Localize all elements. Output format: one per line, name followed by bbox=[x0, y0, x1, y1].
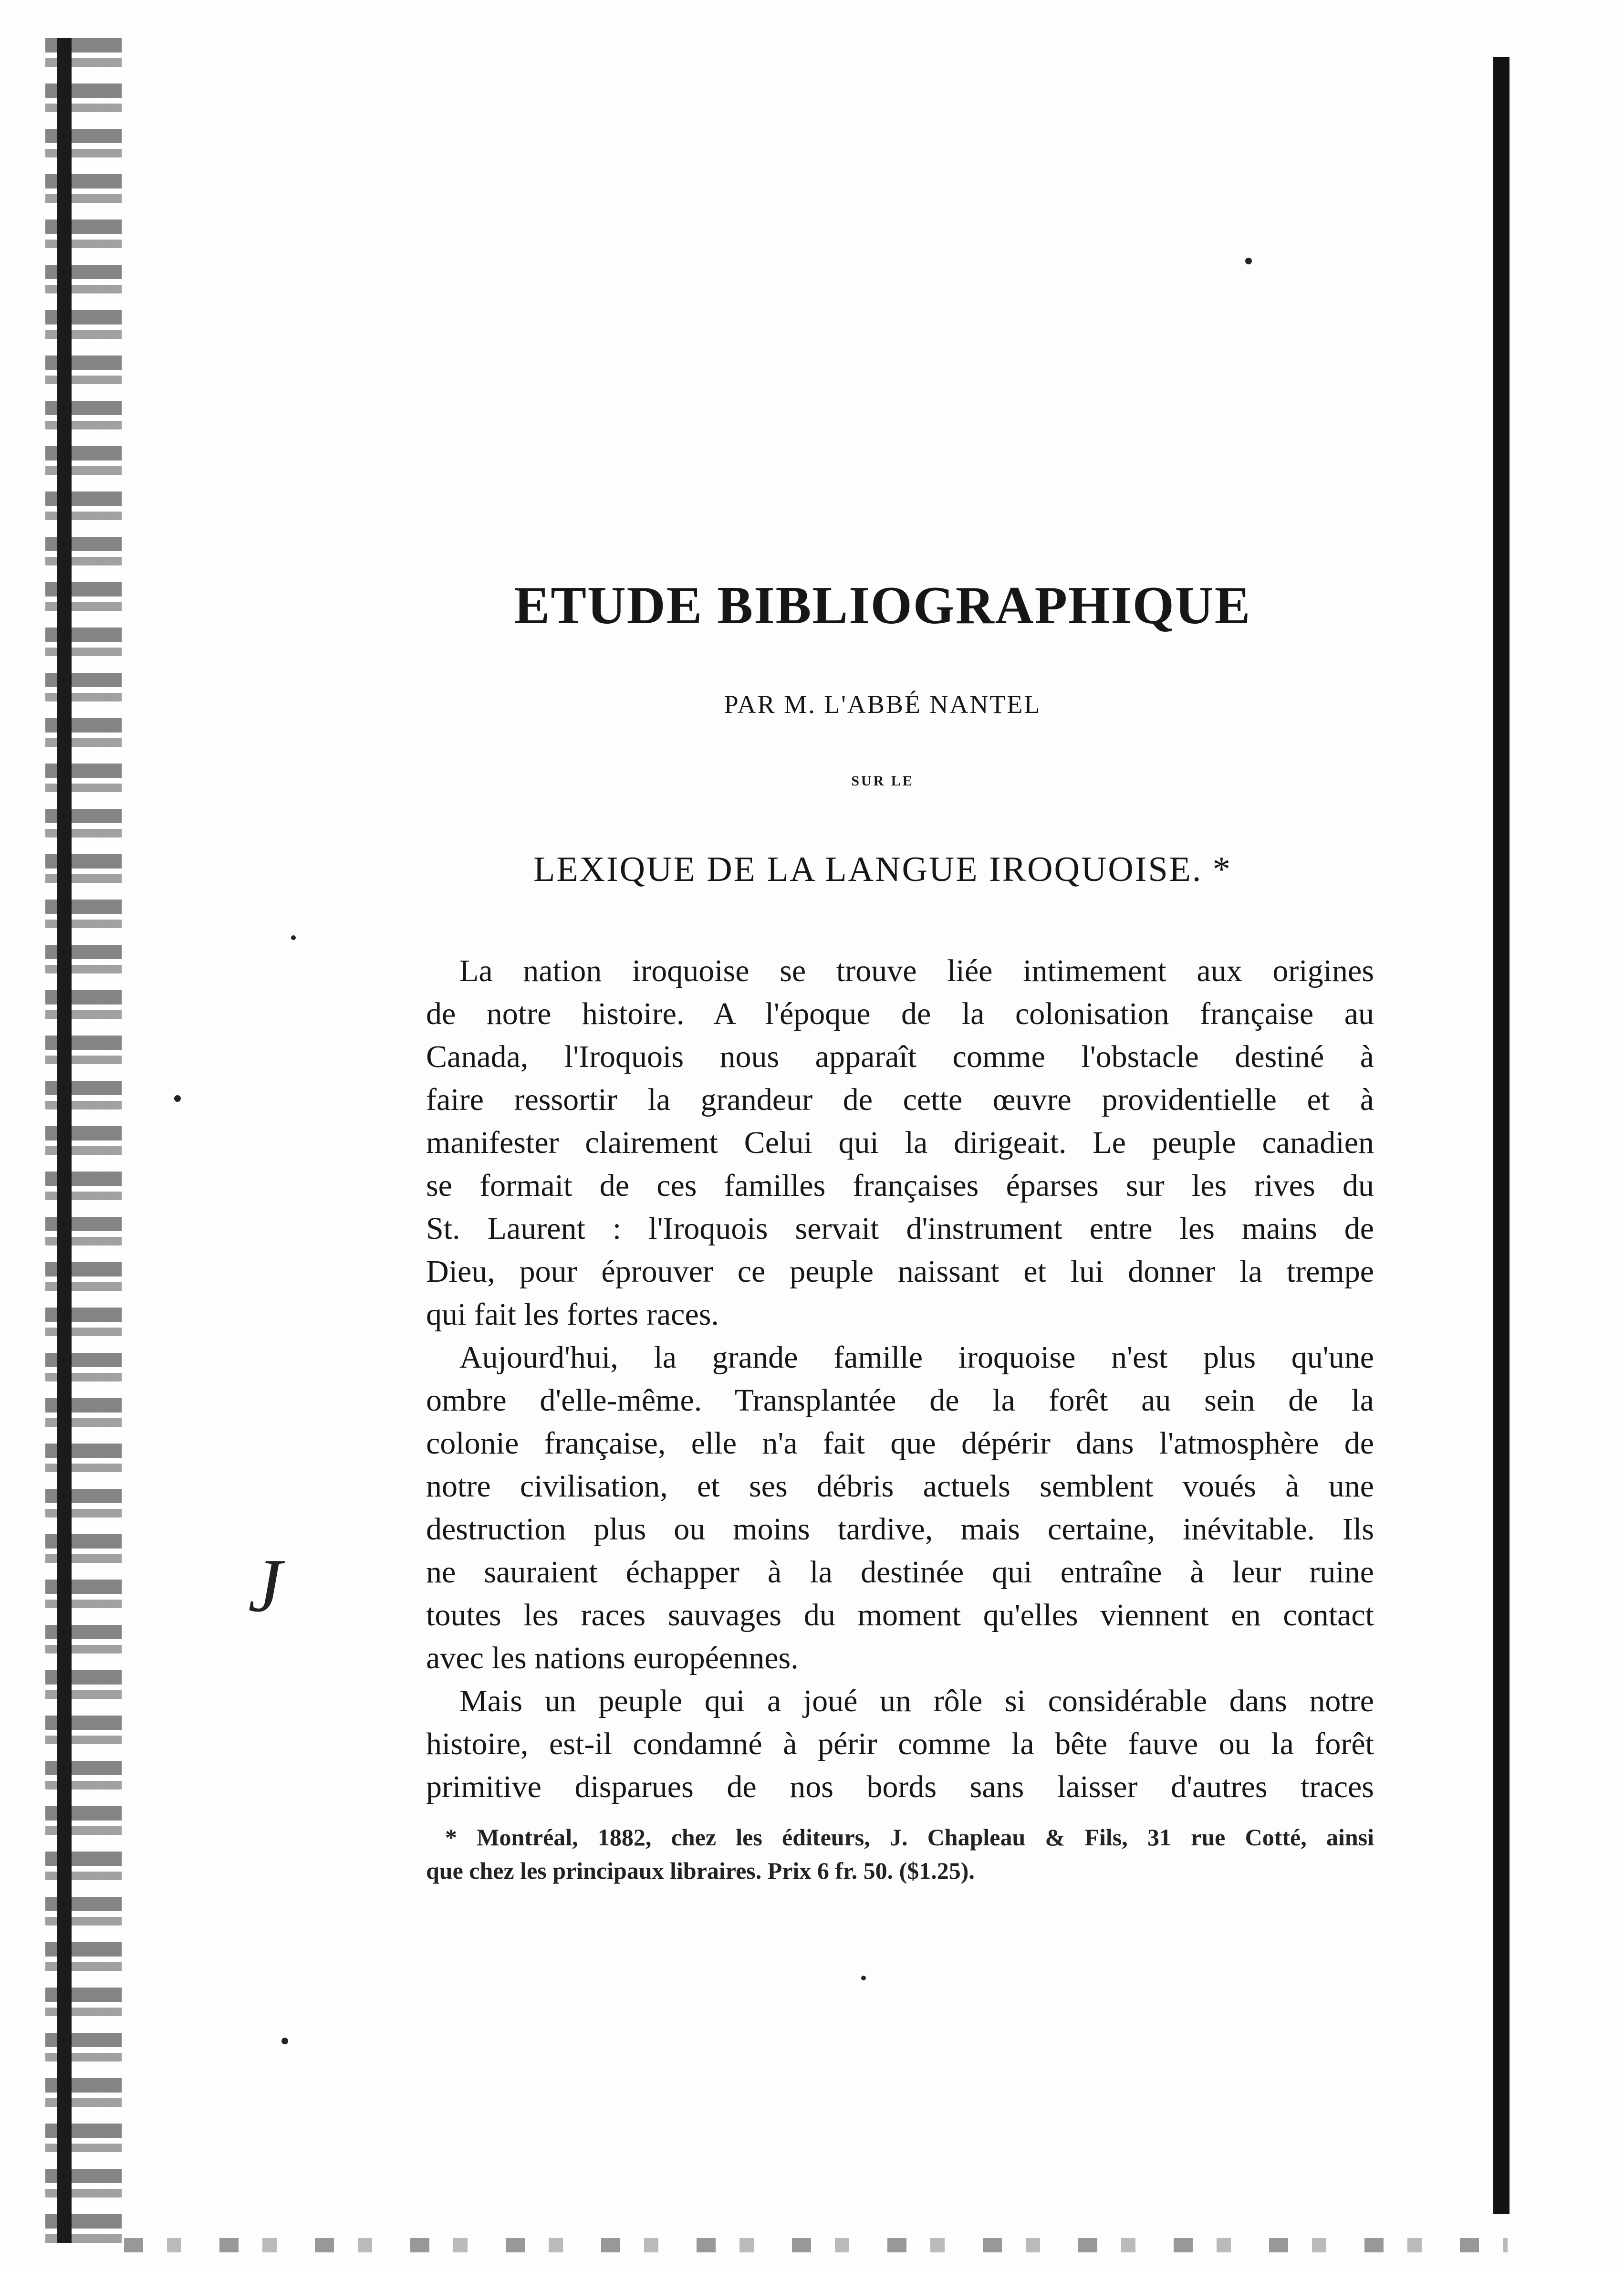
body-line: se formait de ces familles françaises éparses sur les rives du bbox=[426, 1168, 1374, 1203]
body-line: Dieu, pour éprouver ce peuple naissant et lui donner la trempe bbox=[426, 1254, 1374, 1289]
bottom-scan-edge bbox=[124, 2238, 1508, 2252]
footnote-line: que chez les principaux libraires. Prix 6 fr. 50. ($1.25). bbox=[426, 1857, 975, 1884]
footnote bbox=[426, 1821, 1374, 1887]
body-text bbox=[426, 950, 1374, 1809]
right-scan-edge bbox=[1493, 57, 1509, 2214]
body-line: histoire, est-il condamné à périr comme la bête fauve ou la forêt bbox=[426, 1727, 1374, 1761]
body-line: notre civilisation, et ses débris actuels semblent voués à une bbox=[426, 1469, 1374, 1504]
footnote-line: * Montréal, 1882, chez les éditeurs, J. Chapleau & Fils, 31 rue Cotté, ainsi bbox=[445, 1824, 1374, 1851]
body-line: La nation iroquoise se trouve liée intimement aux origines bbox=[459, 953, 1374, 988]
handwritten-margin-mark: J bbox=[248, 1543, 282, 1628]
page-subtitle: LEXIQUE DE LA LANGUE IROQUOISE. * bbox=[533, 850, 1232, 889]
body-line: St. Laurent : l'Iroquois servait d'instrument entre les mains de bbox=[426, 1211, 1374, 1246]
author-line: PAR M. L'ABBÉ NANTEL bbox=[724, 690, 1041, 719]
body-line: toutes les races sauvages du moment qu'elles viennent en contact bbox=[426, 1598, 1374, 1633]
body-line: colonie française, elle n'a fait que dépérir dans l'atmosphère de bbox=[426, 1426, 1374, 1461]
body-line: faire ressortir la grandeur de cette œuvre providentielle et à bbox=[426, 1082, 1374, 1117]
scan-speck bbox=[291, 935, 296, 940]
body-line: de notre histoire. A l'époque de la colonisation française au bbox=[426, 996, 1374, 1031]
body-line: Aujourd'hui, la grande famille iroquoise n'est plus qu'une bbox=[459, 1340, 1374, 1375]
body-line: destruction plus ou moins tardive, mais certaine, inévitable. Ils bbox=[426, 1512, 1374, 1547]
left-scan-edge bbox=[45, 38, 122, 2243]
scan-speck bbox=[281, 2038, 288, 2044]
body-line: primitive disparues de nos bords sans laisser d'autres traces bbox=[426, 1769, 1374, 1804]
body-line: manifester clairement Celui qui la dirigeait. Le peuple canadien bbox=[426, 1125, 1374, 1160]
body-line: Canada, l'Iroquois nous apparaît comme l'obstacle destiné à bbox=[426, 1039, 1374, 1074]
body-line: Mais un peuple qui a joué un rôle si considérable dans notre bbox=[459, 1684, 1374, 1718]
scan-speck bbox=[861, 1976, 866, 1980]
body-line: avec les nations européennes. bbox=[426, 1641, 799, 1675]
scan-speck bbox=[1245, 258, 1252, 264]
connector-text: SUR LE bbox=[851, 773, 914, 789]
body-line: qui fait les fortes races. bbox=[426, 1297, 719, 1332]
scan-speck bbox=[174, 1095, 181, 1102]
body-line: ombre d'elle-même. Transplantée de la forêt au sein de la bbox=[426, 1383, 1374, 1418]
body-line: ne sauraient échapper à la destinée qui entraîne à leur ruine bbox=[426, 1555, 1374, 1590]
left-binding-shadow bbox=[57, 38, 72, 2243]
page-title: ETUDE BIBLIOGRAPHIQUE bbox=[514, 576, 1251, 635]
